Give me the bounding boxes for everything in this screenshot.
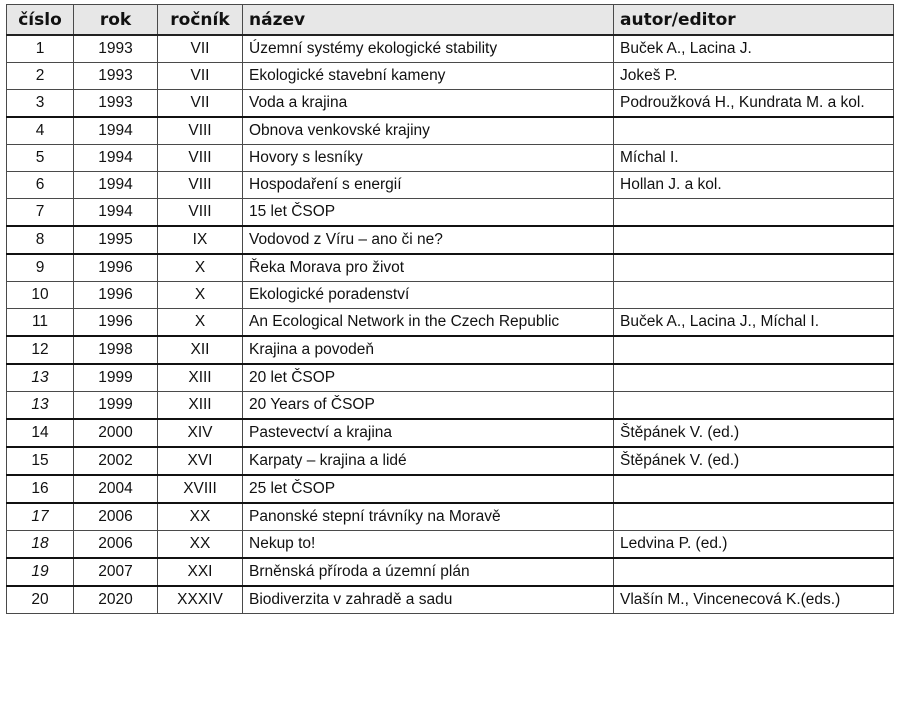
table-row [7, 145, 894, 172]
cell-rocnik: VIII [158, 172, 243, 199]
cell-rocnik: XXI [158, 558, 243, 586]
cell-nazev: Karpaty – krajina a lidé [243, 447, 614, 475]
table-row [7, 35, 894, 63]
table-body [7, 35, 894, 614]
header-rocnik: ročník [158, 5, 243, 36]
cell-autor-editor: Štěpánek V. (ed.) [614, 447, 894, 475]
cell-rocnik: VIII [158, 199, 243, 227]
cell-cislo: 5 [7, 145, 74, 172]
table-header-row [7, 5, 894, 36]
cell-cislo: 9 [7, 254, 74, 282]
cell-rocnik: VIII [158, 145, 243, 172]
cell-nazev: Biodiverzita v zahradě a sadu [243, 586, 614, 614]
cell-rocnik: XII [158, 336, 243, 364]
cell-rok: 1994 [74, 172, 158, 199]
table-row [7, 419, 894, 447]
table-row [7, 254, 894, 282]
table-row [7, 558, 894, 586]
cell-autor-editor: Ledvina P. (ed.) [614, 531, 894, 559]
cell-nazev: Vodovod z Víru – ano či ne? [243, 226, 614, 254]
cell-autor-editor [614, 336, 894, 364]
cell-autor-editor [614, 503, 894, 531]
cell-cislo: 13 [7, 364, 74, 392]
table-row [7, 117, 894, 145]
table-row [7, 309, 894, 337]
cell-rocnik: VII [158, 63, 243, 90]
cell-autor-editor: Buček A., Lacina J., Míchal I. [614, 309, 894, 337]
cell-cislo: 10 [7, 282, 74, 309]
cell-rok: 2002 [74, 447, 158, 475]
cell-rok: 2020 [74, 586, 158, 614]
cell-rok: 2006 [74, 503, 158, 531]
cell-autor-editor: Štěpánek V. (ed.) [614, 419, 894, 447]
table-row [7, 90, 894, 118]
cell-rocnik: XIV [158, 419, 243, 447]
cell-rocnik: XX [158, 531, 243, 559]
cell-nazev: Ekologické stavební kameny [243, 63, 614, 90]
cell-cislo: 8 [7, 226, 74, 254]
cell-rok: 1999 [74, 364, 158, 392]
cell-cislo: 20 [7, 586, 74, 614]
publication-table-container [6, 4, 894, 614]
table-row [7, 392, 894, 420]
cell-cislo: 1 [7, 35, 74, 63]
cell-nazev: Krajina a povodeň [243, 336, 614, 364]
cell-nazev: 20 let ČSOP [243, 364, 614, 392]
cell-rok: 1994 [74, 199, 158, 227]
publication-table [6, 4, 894, 614]
cell-nazev: 25 let ČSOP [243, 475, 614, 503]
cell-rok: 1994 [74, 145, 158, 172]
cell-cislo: 13 [7, 392, 74, 420]
cell-rok: 1993 [74, 90, 158, 118]
cell-rocnik: X [158, 309, 243, 337]
cell-nazev: Brněnská příroda a územní plán [243, 558, 614, 586]
cell-rocnik: X [158, 254, 243, 282]
cell-rocnik: IX [158, 226, 243, 254]
cell-autor-editor [614, 558, 894, 586]
cell-autor-editor: Jokeš P. [614, 63, 894, 90]
cell-rok: 2000 [74, 419, 158, 447]
cell-cislo: 14 [7, 419, 74, 447]
cell-autor-editor [614, 199, 894, 227]
cell-nazev: Obnova venkovské krajiny [243, 117, 614, 145]
cell-nazev: Územní systémy ekologické stability [243, 35, 614, 63]
table-row [7, 336, 894, 364]
header-rok: rok [74, 5, 158, 36]
cell-rok: 1998 [74, 336, 158, 364]
header-nazev: název [243, 5, 614, 36]
cell-autor-editor [614, 475, 894, 503]
cell-rok: 1994 [74, 117, 158, 145]
cell-cislo: 12 [7, 336, 74, 364]
cell-rocnik: XIII [158, 364, 243, 392]
cell-autor-editor [614, 117, 894, 145]
cell-nazev: Hospodaření s energií [243, 172, 614, 199]
table-row [7, 531, 894, 559]
cell-cislo: 19 [7, 558, 74, 586]
cell-cislo: 4 [7, 117, 74, 145]
cell-rocnik: X [158, 282, 243, 309]
cell-rok: 1996 [74, 282, 158, 309]
cell-autor-editor: Buček A., Lacina J. [614, 35, 894, 63]
cell-cislo: 3 [7, 90, 74, 118]
cell-cislo: 15 [7, 447, 74, 475]
cell-nazev: 15 let ČSOP [243, 199, 614, 227]
cell-nazev: Pastevectví a krajina [243, 419, 614, 447]
cell-rok: 1993 [74, 63, 158, 90]
table-row [7, 226, 894, 254]
cell-nazev: Nekup to! [243, 531, 614, 559]
cell-rok: 2004 [74, 475, 158, 503]
cell-autor-editor [614, 226, 894, 254]
cell-rocnik: VII [158, 35, 243, 63]
cell-nazev: Voda a krajina [243, 90, 614, 118]
cell-autor-editor [614, 364, 894, 392]
table-row [7, 475, 894, 503]
cell-nazev: Hovory s lesníky [243, 145, 614, 172]
cell-cislo: 2 [7, 63, 74, 90]
cell-rocnik: XVI [158, 447, 243, 475]
cell-cislo: 11 [7, 309, 74, 337]
cell-rocnik: XVIII [158, 475, 243, 503]
cell-nazev: 20 Years of ČSOP [243, 392, 614, 420]
cell-cislo: 18 [7, 531, 74, 559]
cell-autor-editor: Vlašín M., Vincenecová K.(eds.) [614, 586, 894, 614]
table-row [7, 364, 894, 392]
cell-cislo: 6 [7, 172, 74, 199]
cell-autor-editor: Podroužková H., Kundrata M. a kol. [614, 90, 894, 118]
cell-rok: 1995 [74, 226, 158, 254]
table-row [7, 172, 894, 199]
cell-nazev: Panonské stepní trávníky na Moravě [243, 503, 614, 531]
cell-nazev: An Ecological Network in the Czech Republic [243, 309, 614, 337]
cell-rok: 1996 [74, 254, 158, 282]
cell-nazev: Ekologické poradenství [243, 282, 614, 309]
header-cislo: číslo [7, 5, 74, 36]
cell-rok: 1993 [74, 35, 158, 63]
cell-autor-editor [614, 392, 894, 420]
cell-cislo: 7 [7, 199, 74, 227]
cell-rocnik: VII [158, 90, 243, 118]
cell-autor-editor [614, 282, 894, 309]
table-row [7, 503, 894, 531]
cell-rok: 1999 [74, 392, 158, 420]
cell-autor-editor: Míchal I. [614, 145, 894, 172]
cell-autor-editor: Hollan J. a kol. [614, 172, 894, 199]
header-autor-editor: autor/editor [614, 5, 894, 36]
cell-rok: 2007 [74, 558, 158, 586]
cell-rok: 2006 [74, 531, 158, 559]
cell-rocnik: XX [158, 503, 243, 531]
cell-rok: 1996 [74, 309, 158, 337]
table-row [7, 63, 894, 90]
cell-rocnik: VIII [158, 117, 243, 145]
cell-cislo: 17 [7, 503, 74, 531]
table-row [7, 282, 894, 309]
table-row [7, 447, 894, 475]
table-row [7, 586, 894, 614]
cell-rocnik: XXXIV [158, 586, 243, 614]
cell-rocnik: XIII [158, 392, 243, 420]
table-row [7, 199, 894, 227]
cell-autor-editor [614, 254, 894, 282]
cell-cislo: 16 [7, 475, 74, 503]
cell-nazev: Řeka Morava pro život [243, 254, 614, 282]
